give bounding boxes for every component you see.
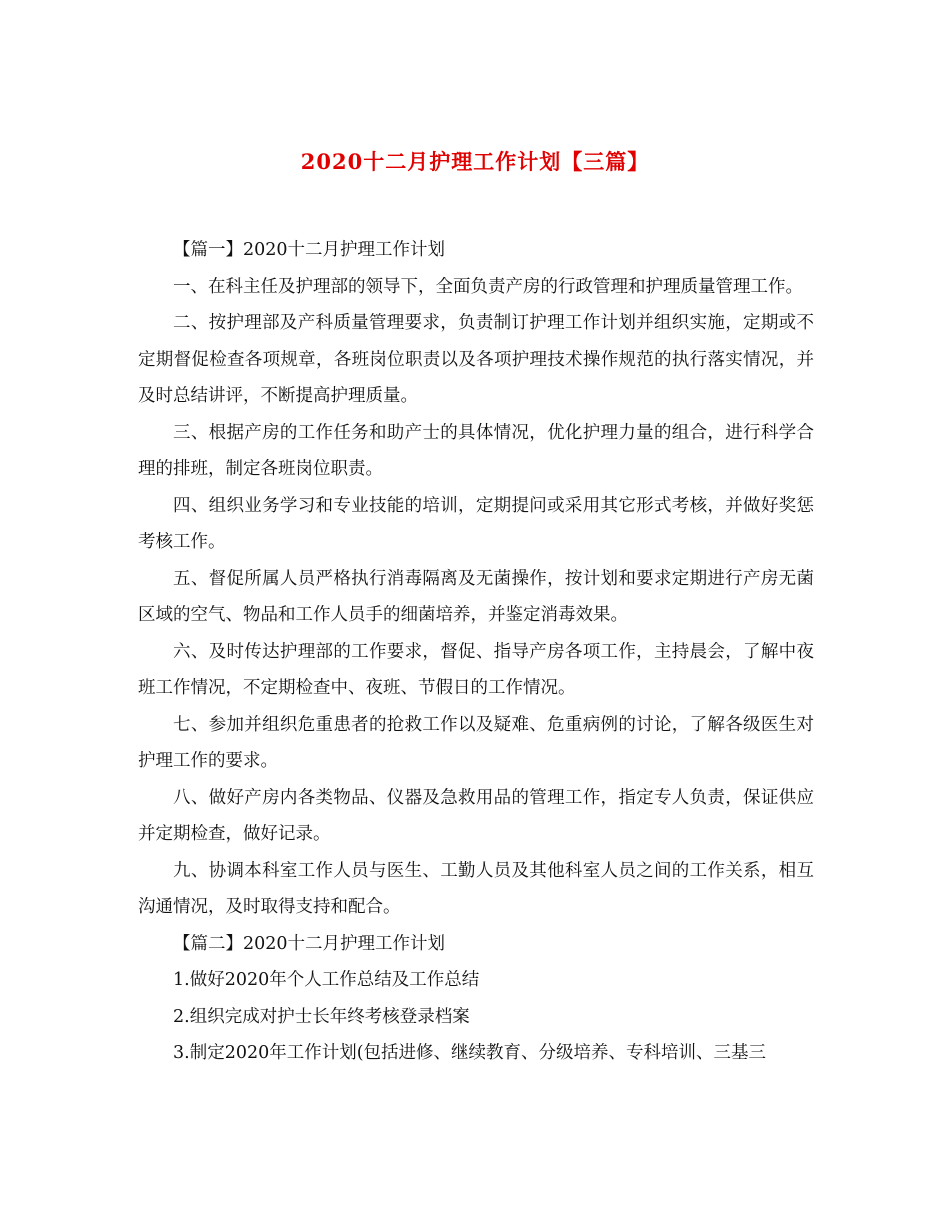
paragraph-item-2: 二、按护理部及产科质量管理要求，负责制订护理工作计划并组织实施，定期或不定期督促检查各项规章，各班岗位职责以及各项护理技术操作规范的执行落实情况，并及时总结讲评，不断提高护理质量。 [138, 313, 814, 406]
section-heading-1: 【篇一】2020十二月护理工作计划 [173, 240, 446, 260]
paragraph-item-5: 五、督促所属人员严格执行消毒隔离及无菌操作，按计划和要求定期进行产房无菌区域的空气、物品和工作人员手的细菌培养，并鉴定消毒效果。 [138, 568, 814, 625]
paragraph-item-6: 六、及时传达护理部的工作要求，督促、指导产房各项工作，主持晨会，了解中夜班工作情况，不定期检查中、夜班、节假日的工作情况。 [138, 641, 814, 698]
document-body [138, 232, 814, 1072]
list-item-1: 1.做好2020年个人工作总结及工作总结 [173, 970, 480, 990]
paragraph-item-9: 九、协调本科室工作人员与医生、工勤人员及其他科室人员之间的工作关系，相互沟通情况，及时取得支持和配合。 [138, 860, 814, 917]
paragraph-item-3: 三、根据产房的工作任务和助产士的具体情况，优化护理力量的组合，进行科学合理的排班，制定各班岗位职责。 [138, 422, 814, 479]
list-item-2: 2.组织完成对护士长年终考核登录档案 [173, 1006, 470, 1027]
section-heading-2: 【篇二】2020十二月护理工作计划 [173, 933, 446, 954]
paragraph-item-4: 四、组织业务学习和专业技能的培训，定期提问或采用其它形式考核，并做好奖惩考核工作。 [138, 495, 814, 552]
document-title: 2020十二月护理工作计划【三篇】 [300, 149, 650, 174]
paragraph-item-7: 七、参加并组织危重患者的抢救工作以及疑难、危重病例的讨论，了解各级医生对护理工作的要求。 [138, 714, 814, 771]
paragraph-item-1: 一、在科主任及护理部的领导下，全面负责产房的行政管理和护理质量管理工作。 [173, 276, 803, 297]
list-item-3: 3.制定2020年工作计划(包括进修、继续教育、分级培养、专科培训、三基三 [173, 1043, 767, 1063]
paragraph-item-8: 八、做好产房内各类物品、仪器及急救用品的管理工作，指定专人负责，保证供应并定期检查，做好记录。 [138, 787, 814, 844]
